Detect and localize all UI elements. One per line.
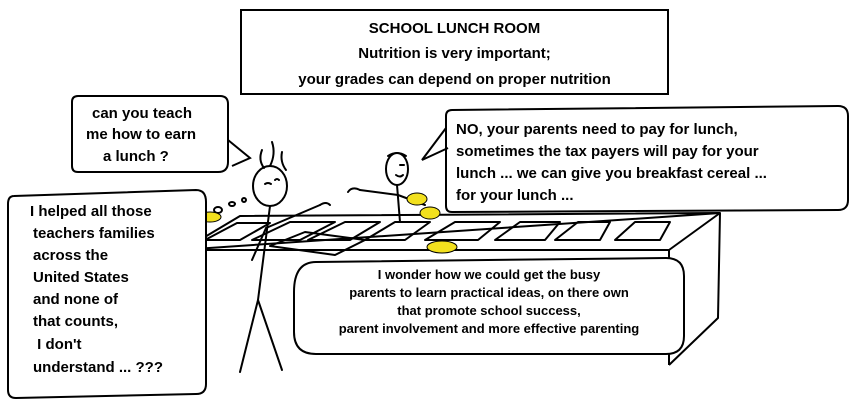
bubble-thought-line-2: parents to learn practical ideas, on there own	[349, 285, 629, 300]
bubble-thought-line-1: I wonder how we could get the busy	[377, 267, 601, 282]
bubble-thought-line-4: parent involvement and more effective parenting	[338, 321, 640, 336]
sign-line-1: Nutrition is very important;	[358, 45, 551, 62]
sign-line-2: your grades can depend on proper nutrition	[298, 71, 611, 88]
bubble-server-line-4: for your lunch ...	[456, 187, 574, 204]
server-figure	[348, 153, 425, 222]
bubble-helper-line-5: and none of	[33, 291, 118, 308]
bubble-helper-line-3: across the	[33, 247, 109, 264]
bubble-helper-line-7: I don't	[33, 336, 82, 353]
bubble-server-line-1: NO, your parents need to pay for lunch,	[456, 121, 738, 138]
bubble-helper-line-8: understand ... ???	[33, 359, 163, 376]
bubble-server-line-2: sometimes the tax payers will pay for your	[456, 143, 759, 160]
bubble-server-tail	[422, 128, 448, 160]
bubble-helper-line-2: teachers families	[33, 225, 155, 242]
bubble-student-tail	[228, 140, 250, 166]
bubble-thought-line-3: that promote school success,	[397, 303, 581, 318]
thought-dots	[214, 198, 246, 213]
sign-title: SCHOOL LUNCH ROOM	[368, 20, 541, 37]
coin-counter	[427, 241, 457, 253]
coin-server-bottom	[420, 207, 440, 219]
bubble-helper-line-6: that counts,	[33, 313, 118, 330]
bubble-helper-line-4: United States	[33, 269, 129, 286]
bubble-student-line-1: can you teach	[92, 105, 193, 122]
bubble-server-line-3: lunch ... we can give you breakfast cereal ...	[456, 165, 767, 182]
bubble-student-line-2: me how to earn	[86, 126, 197, 143]
bubble-helper-line-1: I helped all those	[30, 203, 152, 220]
bubble-student-line-3: a lunch ?	[103, 148, 169, 165]
coin-server-top	[407, 193, 427, 205]
